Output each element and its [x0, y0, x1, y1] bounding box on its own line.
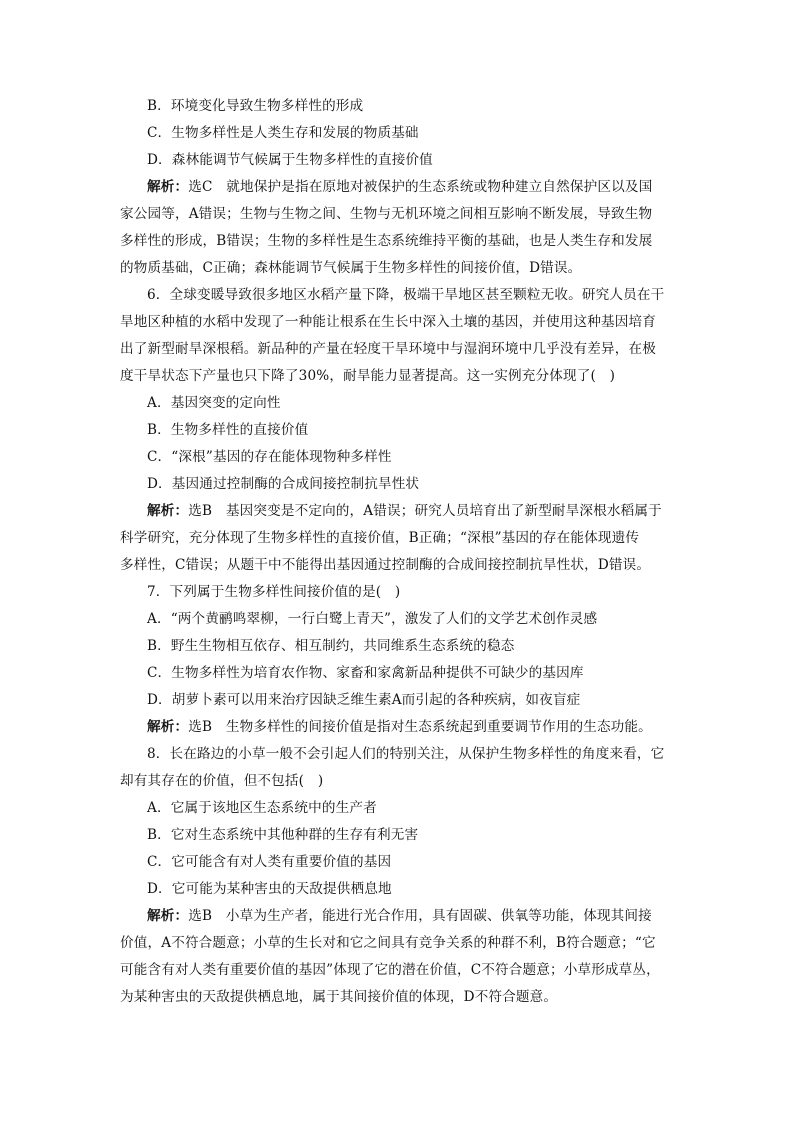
- q5-explanation-line: 的物质基础，C正确；森林能调节气候属于生物多样性的间接价值，D错误。: [120, 260, 582, 276]
- q7-option-b: B．野生生物相互依存、相互制约，共同维系生态系统的稳态: [147, 638, 515, 654]
- q8-stem-line: 8．长在路边的小草一般不会引起人们的特别关注，从保护生物多样性的角度来看，它: [147, 746, 665, 762]
- q8-option-a: A．它属于该地区生态系统中的生产者: [147, 800, 377, 816]
- q6-option-a: A．基因突变的定向性: [147, 395, 281, 411]
- document-page: [120, 93, 680, 1011]
- q7-option-a: A．“两个黄鹂鸣翠柳，一行白鹭上青天”，激发了人们的文学艺术创作灵感: [147, 611, 598, 627]
- q5-option-b: B．环境变化导致生物多样性的形成: [147, 98, 364, 114]
- q8-explanation-line: 可能含有对人类有重要价值的基因”体现了它的潜在价值，C不符合题意；小草形成草丛，: [120, 962, 660, 978]
- q8-explanation-label: 解析：: [147, 908, 189, 924]
- q8-explanation-text: 选B 小草为生产者，能进行光合作用，具有固碳、供氧等功能，体现其间接: [188, 908, 652, 924]
- q5-explanation-line: 家公园等，A错误；生物与生物之间、生物与无机环境之间相互影响不断发展，导致生物: [120, 206, 653, 222]
- q5-option-c: C．生物多样性是人类生存和发展的物质基础: [147, 125, 419, 141]
- q7-explanation-text: 选B 生物多样性的间接价值是指对生态系统起到重要调节作用的生态功能。: [188, 719, 652, 735]
- q5-explanation-text: 选C 就地保护是指在原地对被保护的生态系统或物种建立自然保护区以及国: [188, 179, 653, 195]
- q6-explanation-line: 科学研究，充分体现了生物多样性的直接价值，B正确；“深根”基因的存在能体现遗传: [120, 530, 640, 546]
- q7-explanation-label: 解析：: [147, 719, 189, 735]
- q5-explanation-line: [120, 174, 680, 201]
- q5-explanation-label: 解析：: [147, 179, 189, 195]
- q6-stem-line: 旱地区种植的水稻中发现了一种能让根系在生长中深入土壤的基因，并使用这种基因培育: [120, 314, 657, 330]
- q6-option-b: B．生物多样性的直接价值: [147, 422, 309, 438]
- q7-stem-line: 7．下列属于生物多样性间接价值的是( ): [147, 584, 401, 600]
- q6-explanation-text: 选B 基因突变是不定向的，A错误；研究人员培育出了新型耐旱深根水稻属于: [188, 503, 662, 519]
- q6-stem-line: 出了新型耐旱深根稻。新品种的产量在轻度干旱环境中与湿润环境中几乎没有差异，在极: [120, 341, 657, 357]
- q5-option-d: D．森林能调节气候属于生物多样性的直接价值: [147, 152, 433, 168]
- q8-explanation-line: 价值，A不符合题意；小草的生长对和它之间具有竞争关系的种群不利，B符合题意；“它: [120, 935, 656, 951]
- q6-option-d: D．基因通过控制酶的合成间接控制抗旱性状: [147, 476, 420, 492]
- q7-explanation-line: [120, 714, 680, 741]
- q6-stem-line: 度干旱状态下产量也只下降了30%，耐旱能力显著提高。这一实例充分体现了( ): [120, 368, 616, 384]
- q6-option-c: C．“深根”基因的存在能体现物种多样性: [147, 449, 392, 465]
- q5-explanation-line: 多样性的形成，B错误；生物的多样性是生态系统维持平衡的基础，也是人类生存和发展: [120, 233, 653, 249]
- q6-stem-line: 6．全球变暖导致很多地区水稻产量下降，极端干旱地区甚至颗粒无收。研究人员在干: [147, 287, 665, 303]
- q8-stem-line: 却有其存在的价值，但不包括( ): [120, 773, 324, 789]
- q8-explanation-line: 为某种害虫的天敌提供栖息地，属于其间接价值的体现，D不符合题意。: [120, 989, 558, 1005]
- q6-explanation-line: 多样性，C错误；从题干中不能得出基因通过控制酶的合成间接控制抗旱性状，D错误。: [120, 557, 651, 573]
- q6-explanation-label: 解析：: [147, 503, 189, 519]
- q7-option-c: C．生物多样性为培育农作物、家畜和家禽新品种提供不可缺少的基因库: [147, 665, 584, 681]
- q8-option-d: D．它可能为某种害虫的天敌提供栖息地: [147, 881, 392, 897]
- q8-option-b: B．它对生态系统中其他种群的生存有利无害: [147, 827, 419, 843]
- q8-option-c: C．它可能含有对人类有重要价值的基因: [147, 854, 392, 870]
- q6-explanation-line: [120, 498, 680, 525]
- q8-explanation-line: [120, 903, 680, 930]
- q7-option-d: D．胡萝卜素可以用来治疗因缺乏维生素A而引起的各种疾病，如夜盲症: [147, 692, 581, 708]
